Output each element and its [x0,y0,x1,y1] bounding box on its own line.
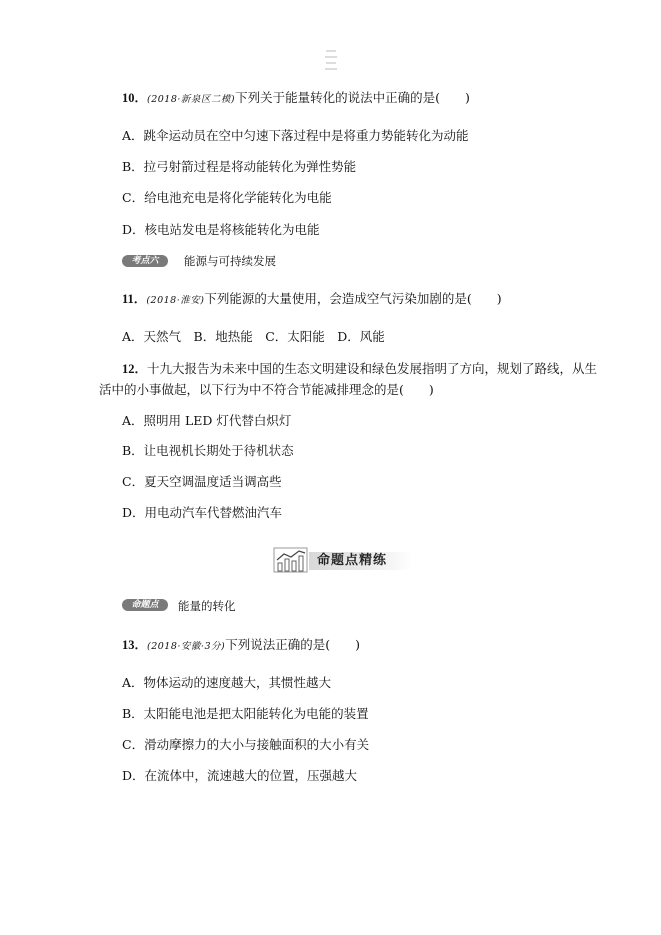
question-11-stem: 11．(2018·淮安)下列能源的大量使用，会造成空气污染加剧的是( ) [122,291,502,306]
question-10-stem: 10．(2018·新泉区二模)下列关于能量转化的说法中正确的是( ) [122,90,470,105]
section-6-title: 能源与可持续发展 [184,254,276,268]
question-13-option-b: B．太阳能电池是把太阳能转化为电能的装置 [122,706,369,721]
banner-title: 命题点精练 [317,553,388,568]
section-point-title: 能量的转化 [178,599,236,613]
question-12-option-a: A．照明用 LED 灯代替白炽灯 [122,413,292,428]
question-13-option-d: D．在流体中，流速越大的位置，压强越大 [122,768,358,783]
section-6-tag: 考点六 [122,255,168,267]
question-12-option-d: D．用电动汽车代替燃油汽车 [122,505,283,520]
question-11-options: A．天然气 B．地热能 C．太阳能 D．风能 [122,329,385,344]
question-12-stem-line-1: 12．十九大报告为未来中国的生态文明建设和绿色发展指明了方向，规划了路线，从生 [122,361,598,376]
question-12-option-b: B．让电视机长期处于待机状态 [122,443,294,458]
question-10-option-a: A．跳伞运动员在空中匀速下落过程中是将重力势能转化为动能 [122,128,469,143]
section-point-tag: 命题点 [122,599,168,611]
question-13-option-a: A．物体运动的速度越大，其惯性越大 [122,675,332,690]
question-12-option-c: C．夏天空调温度适当调高些 [122,474,282,489]
question-13-stem: 13．(2018·安徽·3分)下列说法正确的是( ) [122,637,360,652]
question-10-option-b: B．拉弓射箭过程是将动能转化为弹性势能 [122,159,357,174]
question-10-option-d: D．核电站发电是将核能转化为电能 [122,222,320,237]
question-12-stem-line-2: 活中的小事做起，以下行为中不符合节能减排理念的是( ) [99,382,434,397]
page-top-mark-icon [323,48,339,74]
practice-banner [273,546,413,574]
chart-icon [273,546,309,578]
question-10-option-c: C．给电池充电是将化学能转化为电能 [122,190,332,205]
question-13-option-c: C．滑动摩擦力的大小与接触面积的大小有关 [122,737,370,752]
